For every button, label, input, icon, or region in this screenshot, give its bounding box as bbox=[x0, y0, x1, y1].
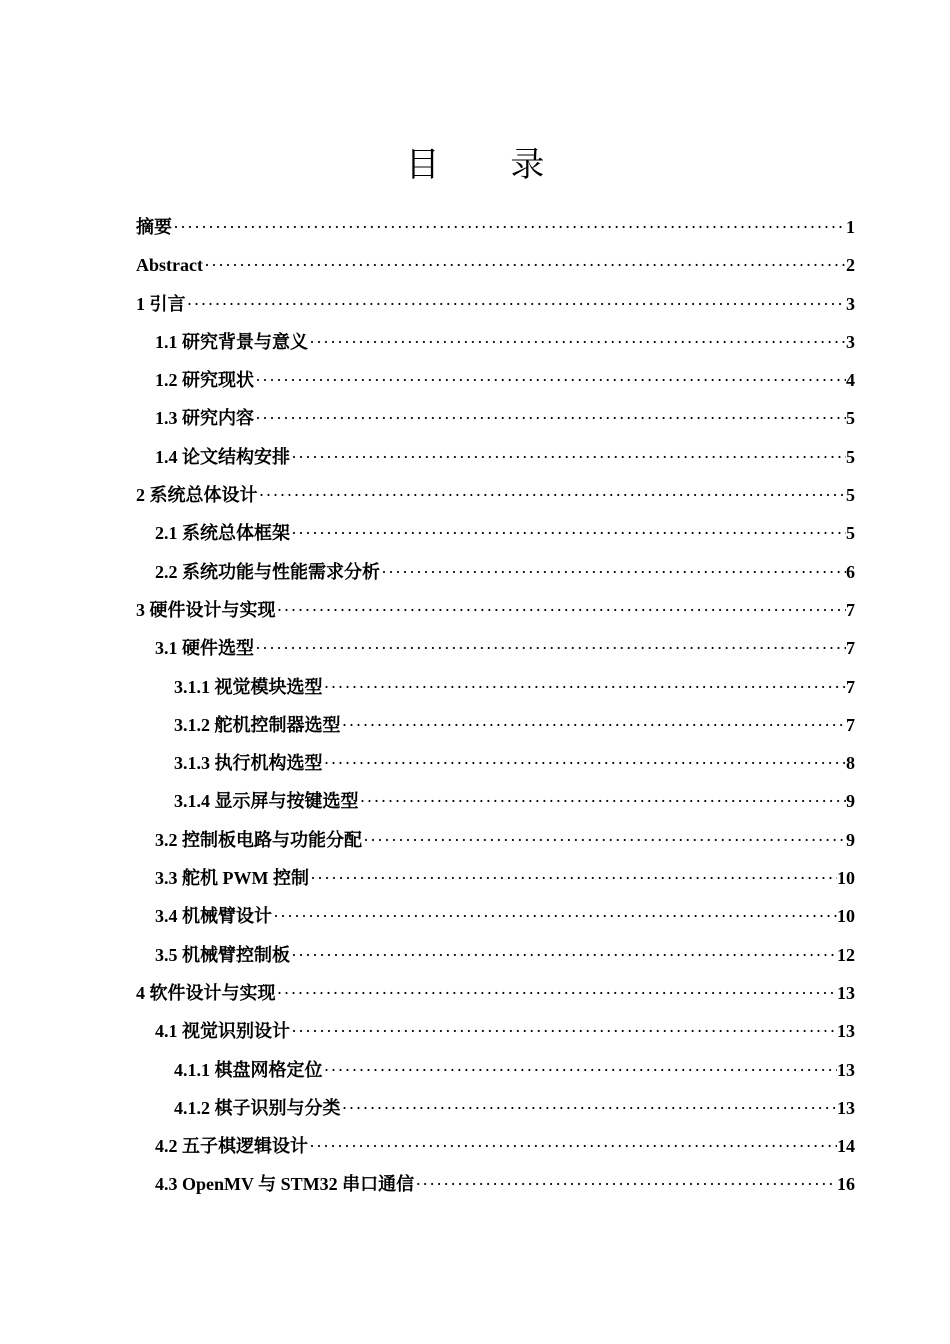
toc-entry-page-number: 10 bbox=[837, 906, 855, 927]
toc-entry[interactable] bbox=[136, 438, 855, 476]
toc-entry-label: 4.3 OpenMV 与 STM32 串口通信 bbox=[155, 1174, 415, 1195]
toc-entry-label: 3.1.3 执行机构选型 bbox=[174, 753, 323, 774]
dot-leader bbox=[272, 897, 837, 935]
toc-entry-page-number: 10 bbox=[837, 868, 855, 889]
dot-leader bbox=[323, 668, 847, 706]
toc-entry-page-number: 4 bbox=[846, 370, 855, 391]
toc-entry[interactable] bbox=[136, 285, 855, 323]
toc-entry-label: 1.2 研究现状 bbox=[155, 370, 254, 391]
toc-entry-page-number: 6 bbox=[846, 561, 855, 582]
toc-entry[interactable] bbox=[136, 1012, 855, 1050]
toc-entry-page-number: 9 bbox=[846, 829, 855, 850]
toc-entry-label: 3.1 硬件选型 bbox=[155, 638, 254, 659]
toc-entry-page-number: 13 bbox=[837, 1021, 855, 1042]
toc-entry-label: 4.1 视觉识别设计 bbox=[155, 1021, 290, 1042]
toc-entry[interactable] bbox=[136, 1089, 855, 1127]
toc-entry[interactable] bbox=[136, 1127, 855, 1165]
dot-leader bbox=[254, 629, 846, 667]
toc-entry-page-number: 5 bbox=[846, 408, 855, 429]
dot-leader bbox=[362, 821, 846, 859]
dot-leader bbox=[290, 438, 846, 476]
toc-entry-label: 1 引言 bbox=[136, 293, 186, 314]
toc-entry-label: 3.4 机械臂设计 bbox=[155, 906, 272, 927]
toc-entry-label: 4 软件设计与实现 bbox=[136, 982, 276, 1003]
toc-entry-label: 3.3 舵机 PWM 控制 bbox=[155, 868, 309, 889]
toc-entry-page-number: 8 bbox=[846, 753, 855, 774]
dot-leader bbox=[254, 361, 846, 399]
table-of-contents bbox=[136, 208, 855, 1204]
toc-entry[interactable] bbox=[136, 591, 855, 629]
toc-entry-page-number: 7 bbox=[846, 599, 855, 620]
toc-entry-page-number: 3 bbox=[846, 293, 855, 314]
toc-entry-page-number: 3 bbox=[846, 331, 855, 352]
dot-leader bbox=[203, 246, 846, 284]
toc-entry-label: 3.5 机械臂控制板 bbox=[155, 944, 290, 965]
dot-leader bbox=[309, 859, 837, 897]
toc-entry[interactable] bbox=[136, 246, 855, 284]
toc-entry-label: 1.4 论文结构安排 bbox=[155, 446, 290, 467]
toc-entry-label: 2 系统总体设计 bbox=[136, 485, 258, 506]
dot-leader bbox=[290, 514, 846, 552]
toc-entry[interactable] bbox=[136, 323, 855, 361]
toc-entry[interactable] bbox=[136, 476, 855, 514]
toc-entry-page-number: 7 bbox=[846, 638, 855, 659]
toc-entry-page-number: 16 bbox=[837, 1174, 855, 1195]
toc-entry[interactable] bbox=[136, 1165, 855, 1203]
toc-entry-page-number: 13 bbox=[837, 1097, 855, 1118]
dot-leader bbox=[380, 553, 846, 591]
toc-entry[interactable] bbox=[136, 553, 855, 591]
toc-entry-page-number: 13 bbox=[837, 982, 855, 1003]
toc-entry-label: 1.1 研究背景与意义 bbox=[155, 331, 308, 352]
toc-entry-page-number: 5 bbox=[846, 485, 855, 506]
toc-entry-label: 3.1.4 显示屏与按键选型 bbox=[174, 791, 359, 812]
toc-entry[interactable] bbox=[136, 514, 855, 552]
toc-entry[interactable] bbox=[136, 936, 855, 974]
dot-leader bbox=[258, 476, 847, 514]
dot-leader bbox=[359, 782, 847, 820]
dot-leader bbox=[323, 744, 847, 782]
toc-entry-page-number: 1 bbox=[846, 217, 855, 237]
toc-entry[interactable] bbox=[136, 744, 855, 782]
toc-entry-label: 1.3 研究内容 bbox=[155, 408, 254, 429]
toc-entry[interactable] bbox=[136, 399, 855, 437]
toc-entry-page-number: 14 bbox=[837, 1136, 855, 1157]
toc-entry-page-number: 13 bbox=[837, 1059, 855, 1080]
dot-leader bbox=[276, 974, 838, 1012]
toc-entry-page-number: 7 bbox=[846, 676, 855, 697]
toc-entry[interactable] bbox=[136, 859, 855, 897]
dot-leader bbox=[186, 285, 847, 323]
toc-entry-label: 3 硬件设计与实现 bbox=[136, 599, 276, 620]
dot-leader bbox=[341, 706, 847, 744]
toc-entry[interactable] bbox=[136, 821, 855, 859]
toc-entry[interactable] bbox=[136, 897, 855, 935]
toc-entry-page-number: 5 bbox=[846, 523, 855, 544]
toc-entry-page-number: 5 bbox=[846, 446, 855, 467]
toc-entry[interactable] bbox=[136, 1051, 855, 1089]
toc-entry[interactable] bbox=[136, 208, 855, 246]
dot-leader bbox=[341, 1089, 838, 1127]
toc-entry[interactable] bbox=[136, 361, 855, 399]
dot-leader bbox=[290, 1012, 837, 1050]
toc-entry-label: 3.1.1 视觉模块选型 bbox=[174, 676, 323, 697]
toc-entry-label: 4.2 五子棋逻辑设计 bbox=[155, 1136, 308, 1157]
toc-entry[interactable] bbox=[136, 974, 855, 1012]
toc-entry-page-number: 2 bbox=[846, 255, 855, 276]
dot-leader bbox=[254, 399, 846, 437]
toc-entry-label: 摘要 bbox=[136, 217, 172, 237]
toc-entry[interactable] bbox=[136, 706, 855, 744]
dot-leader bbox=[172, 208, 846, 246]
dot-leader bbox=[308, 323, 846, 361]
toc-entry-label: 4.1.1 棋盘网格定位 bbox=[174, 1059, 323, 1080]
toc-entry-label: Abstract bbox=[136, 255, 203, 276]
dot-leader bbox=[290, 936, 837, 974]
toc-entry-label: 2.1 系统总体框架 bbox=[155, 523, 290, 544]
toc-entry-label: 4.1.2 棋子识别与分类 bbox=[174, 1097, 341, 1118]
toc-entry-label: 3.1.2 舵机控制器选型 bbox=[174, 714, 341, 735]
dot-leader bbox=[414, 1165, 837, 1203]
toc-entry-page-number: 12 bbox=[837, 944, 855, 965]
dot-leader bbox=[308, 1127, 837, 1165]
toc-entry[interactable] bbox=[136, 668, 855, 706]
toc-entry-page-number: 7 bbox=[846, 714, 855, 735]
dot-leader bbox=[323, 1051, 838, 1089]
toc-entry[interactable] bbox=[136, 629, 855, 667]
toc-entry-label: 3.2 控制板电路与功能分配 bbox=[155, 829, 362, 850]
toc-entry-page-number: 9 bbox=[846, 791, 855, 812]
page-title: 目 录 bbox=[405, 145, 575, 185]
toc-entry[interactable] bbox=[136, 782, 855, 820]
dot-leader bbox=[276, 591, 847, 629]
toc-entry-label: 2.2 系统功能与性能需求分析 bbox=[155, 561, 380, 582]
